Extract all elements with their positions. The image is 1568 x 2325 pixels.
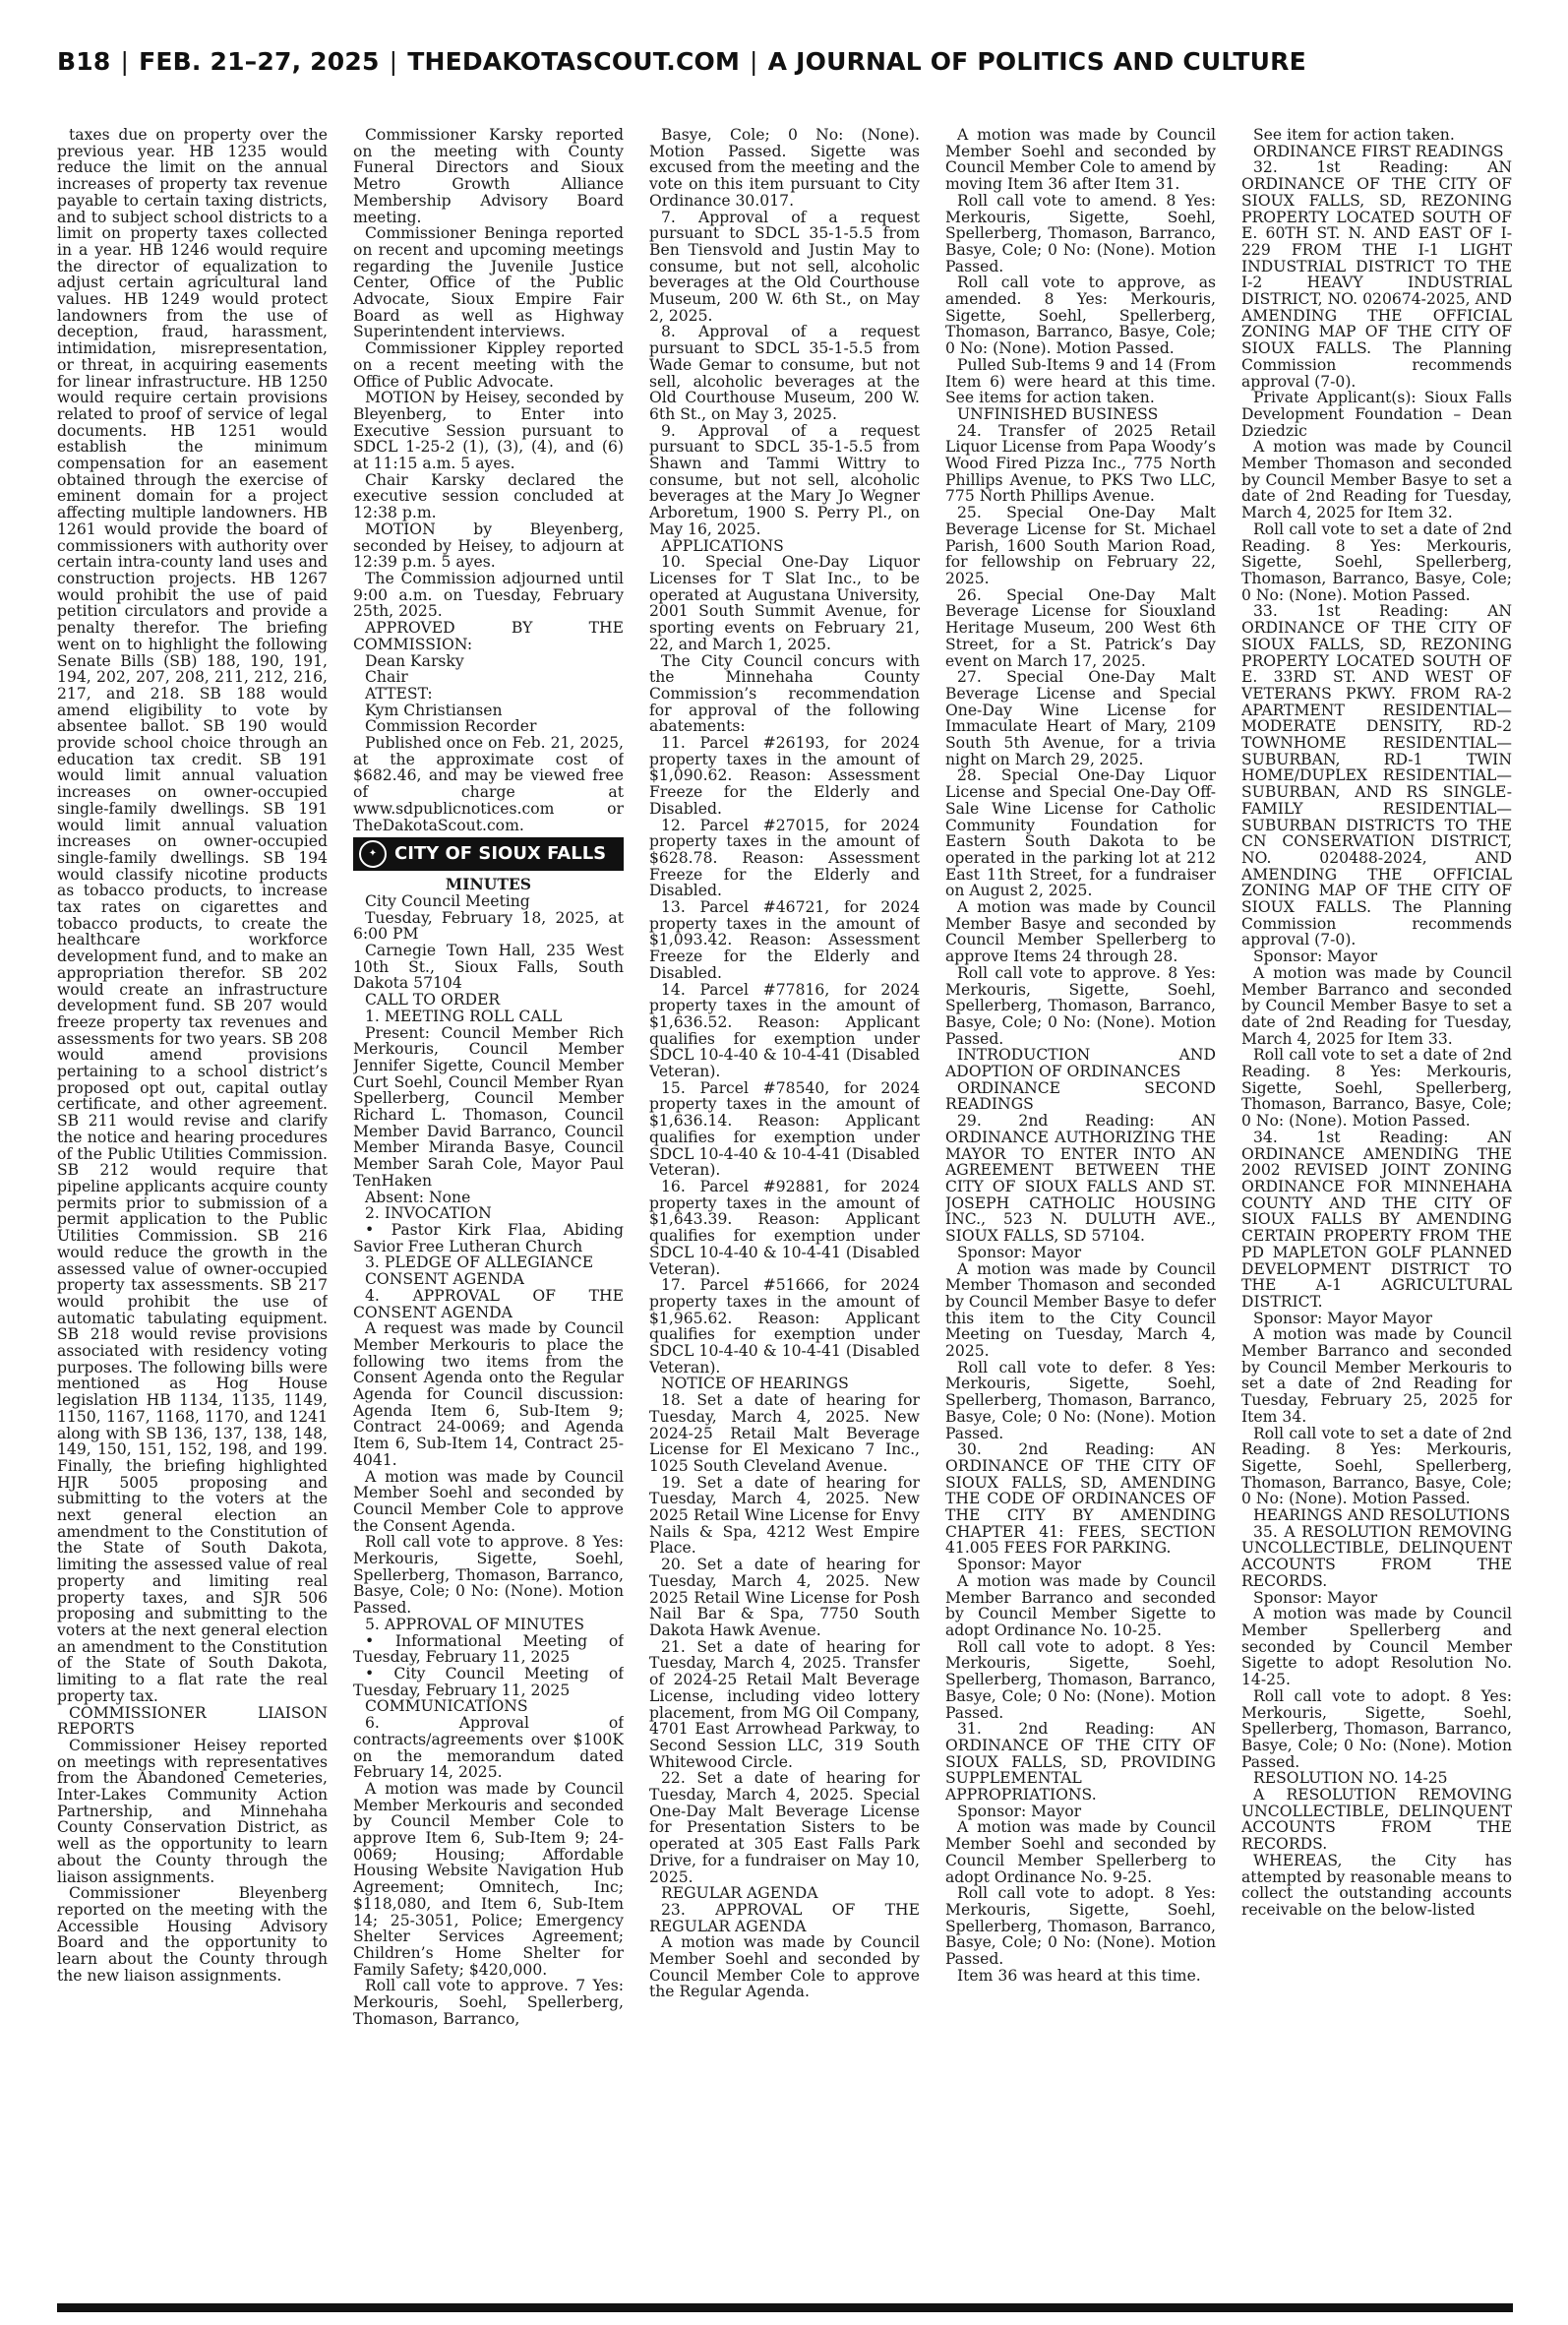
paragraph: 26. Special One-Day Malt Beverage License for Siouxland Heritage Museum, 200 West 6th Street, for a St. Patrick’s Day event on March 17, 2025. (945, 585, 1216, 670)
paragraph: INTRODUCTION AND ADOPTION OF ORDINANCES (945, 1046, 1216, 1081)
city-minutes-start (353, 893, 624, 2028)
city-seal-icon: ✦ (359, 840, 387, 868)
paragraph: 31. 2nd Reading: AN ORDINANCE OF THE CITY OF SIOUX FALLS, SD, PROVIDING SUPPLEMENTAL APPROPRIATIONS. (945, 1720, 1216, 1805)
paragraph: See item for action taken. (1253, 127, 1455, 144)
paragraph: A motion was made by Council Member Soehl and seconded by Council Member Cole to approve the Regular Agenda. (649, 1933, 920, 2001)
column-3 (649, 127, 920, 2299)
paragraph: Carnegie Town Hall, 235 West 10th St., Sioux Falls, South Dakota 57104 (353, 942, 624, 993)
paragraph: Roll call vote to approve. 8 Yes: Merkouris, Sigette, Soehl, Spellerberg, Thomason, Barranco, Basye, Cole; 0 No: (None). Motion Passed. (945, 963, 1216, 1048)
article-columns (57, 127, 1513, 2299)
paragraph: APPROVED BY THE COMMISSION: (353, 619, 624, 653)
paragraph: A motion was made by Council Member Soehl and seconded by Council Member Cole to approve the Consent Agenda. (353, 1467, 624, 1535)
paragraph: taxes due on property over the previous year. HB 1235 would reduce the limit on the annual increases of property tax revenue payable to certain taxing districts, and to subject school districts to a limit on property taxes collected in a year. HB 1246 would require the director of equalization to adjust certain agricultural land values. HB 1249 would protect landowners from the use of deception, fraud, harassment, intimidation, misrepresentation, or threat, in acquiring easements for linear infrastructure. HB 1250 would require certain provisions related to proof of service of legal documents. HB 1251 would establish the minimum compensation for an easement obtained through the exercise of eminent domain for a project affecting multiple landowners. HB 1261 would provide the board of commissioners with authority over certain intra-county land uses and construction projects. HB 1267 would prohibit the use of paid petition circulators and provide a penalty therefor. The briefing went on to highlight the following Senate Bills (SB) 188, 190, 191, 194, 202, 207, 208, 211, 212, 216, 217, and 218. SB 188 would amend eligibility to vote by absentee ballot. SB 190 would provide school choice through an education tax credit. SB 191 would limit annual valuation increases on owner-occupied single-family dwellings. SB 191 would limit annual valuation increases on owner-occupied single-family dwellings. SB 194 would classify nicotine products as tobacco products, to increase tax rates on cigarettes and tobacco products, to create the healthcare workforce development fund, and to make an appropriation therefor. SB 202 would create an infrastructure development fund. SB 207 would freeze property tax revenues and assessments for two years. SB 208 would amend provisions pertaining to a school district’s proposed opt out, capital outlay certificate, and other agreement. SB 211 would revise and clarify the notice and hearing procedures of the Public Utilities Commission. SB 212 would require that pipeline applicants acquire county permits prior to submission of a permit application to the Public Utilities Commission. SB 216 would reduce the growth in the assessed value of owner-occupied property tax assessments. SB 217 would prohibit the use of automatic tabulating equipment. SB 218 would revise provisions associated with residency voting purposes. The following bills were mentioned as Hog House legislation HB 1134, 1135, 1149, 1150, 1167, 1168, 1170, and 1241 along with SB 136, 137, 138, 148, 149, 150, 151, 152, 198, and 199. Finally, the briefing highlighted HJR 5005 proposing and submitting to the voters at the next general election an amendment to the Constitution of the State of South Dakota, limiting the assessed value of real property and limiting real property taxes, and SJR 506 proposing and submitting to the voters at the next general election an amendment to the Constitution of the State of South Dakota, limiting to a flat rate the real property tax. (57, 127, 328, 1705)
paragraph: • Informational Meeting of Tuesday, February 11, 2025 (353, 1631, 624, 1667)
paragraph: Roll call vote to approve. 8 Yes: Merkouris, Sigette, Soehl, Spellerberg, Thomason, Barranco, Basye, Cole; 0 No: (None). Motion Passed. (353, 1533, 624, 1618)
paragraph: 5. APPROVAL OF MINUTES (365, 1615, 585, 1633)
column-5 (1241, 127, 1512, 2299)
paragraph: A motion was made by Council Member Barranco and seconded by Council Member Merkouris to set a date of 2nd Reading for Tuesday, February 25, 2025 for Item 34. (1241, 1325, 1512, 1426)
page-number: B18 (57, 47, 111, 76)
paragraph: A motion was made by Council Member Spellerberg and seconded by Council Member Sigette to adopt Resolution No. 14-25. (1241, 1605, 1512, 1689)
paragraph: Present: Council Member Rich Merkouris, Council Member Jennifer Sigette, Council Member Curt Soehl, Council Member Ryan Spellerberg, Council Member Richard L. Thomason, Council Member David Barranco, Council Member Miranda Basye, Council Member Sarah Cole, Mayor Paul TenHaken (353, 1023, 624, 1190)
paragraph: 13. Parcel #46721, for 2024 property taxes in the amount of $1,093.42. Reason: Assessment Freeze for the Elderly and Disabled. (649, 898, 920, 982)
paragraph: MOTION by Heisey, seconded by Bleyenberg, to Enter into Executive Session pursuant to SDCL 1-25-2 (1), (3), (4), and (6) at 11:15 a.m. 5 ayes. (353, 389, 624, 473)
banner-label: CITY OF SIOUX FALLS (394, 843, 607, 865)
paragraph: UNFINISHED BUSINESS (957, 404, 1159, 423)
paragraph: • Pastor Kirk Flaa, Abiding Savior Free Lutheran Church (353, 1221, 624, 1255)
paragraph: A motion was made by Council Member Barranco and seconded by Council Member Sigette to adopt Ordinance No. 10-25. (945, 1571, 1216, 1639)
issue-date: FEB. 21–27, 2025 (139, 47, 380, 76)
paragraph: Item 36 was heard at this time. (957, 1966, 1201, 1985)
paragraph: 34. 1st Reading: AN ORDINANCE AMENDING THE 2002 REVISED JOINT ZONING ORDINANCE FOR MINNEHAHA COUNTY AND THE CITY OF SIOUX FALLS BY AMENDING CERTAIN PROPERTY FROM THE PD MAPLETON GOLF PLANNED DEVELOPMENT DISTRICT TO THE A-1 AGRICULTURAL DISTRICT. (1241, 1128, 1512, 1311)
paragraph: ATTEST: (365, 684, 433, 703)
paragraph: 29. 2nd Reading: AN ORDINANCE AUTHORIZING THE MAYOR TO ENTER INTO AN AGREEMENT BETWEEN THE CITY OF SIOUX FALLS AND ST. JOSEPH CATHOLIC HOUSING INC., 523 N. DULUTH AVE., SIOUX FALLS, SD 57104. (945, 1112, 1216, 1246)
paragraph: Commissioner Karsky reported on the meeting with County Funeral Directors and Sioux Metro Growth Alliance Membership Advisory Board meeting. (353, 127, 624, 226)
paragraph: Tuesday, February 18, 2025, at 6:00 PM (353, 908, 624, 944)
paragraph: Roll call vote to defer. 8 Yes: Merkouris, Sigette, Soehl, Spellerberg, Thomason, Barranco, Basye, Cole; 0 No: (None). Motion Passed. (945, 1358, 1216, 1442)
paragraph: NOTICE OF HEARINGS (661, 1375, 849, 1393)
paragraph: APPLICATIONS (661, 536, 784, 555)
paragraph: Dean Karsky (365, 651, 464, 670)
page-header (57, 47, 1513, 87)
paragraph: 32. 1st Reading: AN ORDINANCE OF THE CITY OF SIOUX FALLS, SD, REZONING PROPERTY LOCATED SOUTH OF E. 60TH ST. N. AND EAST OF I-229 FROM THE I-1 LIGHT INDUSTRIAL DISTRICT TO THE I-2 HEAVY INDUSTRIAL DISTRICT, NO. 020674-2025, AND AMENDING THE OFFICIAL ZONING MAP OF THE CITY OF SIOUX FALLS. The Planning Commission recommends approval (7-0). (1241, 158, 1512, 391)
paragraph: Roll call vote to approve, as amended. 8 Yes: Merkouris, Sigette, Soehl, Spellerberg, Thomason, Barranco, Basye, Cole; 0 No: (None). Motion Passed. (945, 274, 1216, 358)
paragraph: COMMISSIONER LIAISON REPORTS (57, 1703, 328, 1739)
paragraph: HEARINGS AND RESOLUTIONS (1253, 1506, 1511, 1525)
paragraph: 20. Set a date of hearing for Tuesday, March 4, 2025. New 2025 Retail Wine License for Posh Nail Bar & Spa, 7750 South Dakota Hawk Avenue. (649, 1556, 920, 1639)
paragraph: CALL TO ORDER (365, 991, 501, 1010)
paragraph: RESOLUTION NO. 14-25 (1253, 1769, 1448, 1788)
tagline: A JOURNAL OF POLITICS AND CULTURE (767, 47, 1306, 76)
paragraph: 11. Parcel #26193, for 2024 property taxes in the amount of $1,090.62. Reason: Assessment Freeze for the Elderly and Disabled. (649, 734, 920, 818)
site-link[interactable]: THEDAKOTASCOUT.COM (407, 47, 741, 76)
paragraph: Commissioner Beninga reported on recent and upcoming meetings regarding the Juvenile Justice Center, Office of the Public Advocate, Sioux Empire Fair Board as well as Highway Superintendent interviews. (353, 224, 624, 341)
paragraph: 15. Parcel #78540, for 2024 property taxes in the amount of $1,636.14. Reason: Applicant qualifies for exemption under SDCL 10-4-40 & 10-4-41 (Disabled Veteran). (649, 1078, 920, 1180)
paragraph: Published once on Feb. 21, 2025, at the approximate cost of $682.46, and may be viewed free of charge at www.sdpublicnotices.com or TheDakotaScout.com. (353, 734, 624, 834)
paragraph: 33. 1st Reading: AN ORDINANCE OF THE CITY OF SIOUX FALLS, SD, REZONING PROPERTY LOCATED SOUTH OF E. 33RD ST. AND WEST OF VETERANS PKWY. FROM RA-2 APARTMENT RESIDENTIAL—MODERATE DENSITY, RD-2 TOWNHOME RESIDENTIAL—SUBURBAN, RD-1 TWIN HOME/DUPLEX RESIDENTIAL—SUBURBAN, AND RS SINGLE-FAMILY RESIDENTIAL—SUBURBAN DISTRICTS TO THE CN CONSERVATION DISTRICT, NO. 020488-2024, AND AMENDING THE OFFICIAL ZONING MAP OF THE CITY OF SIOUX FALLS. The Planning Commission recommends approval (7-0). (1241, 602, 1512, 949)
paragraph: City Council Meeting (365, 891, 530, 910)
header-separator: | (389, 47, 398, 76)
paragraph: Chair Karsky declared the executive session concluded at 12:38 p.m. (353, 470, 624, 522)
paragraph: 17. Parcel #51666, for 2024 property taxes in the amount of $1,965.62. Reason: Applicant qualifies for exemption under SDCL 10-4-40 & 10-4-41 (Disabled Veteran). (649, 1276, 920, 1377)
paragraph: CONSENT AGENDA (365, 1270, 524, 1289)
paragraph: Roll call vote to set a date of 2nd Reading. 8 Yes: Merkouris, Sigette, Soehl, Spellerberg, Thomason, Barranco, Basye, Cole; 0 No: (None). Motion Passed. (1241, 1424, 1512, 1508)
paragraph: REGULAR AGENDA (661, 1884, 818, 1903)
paragraph: ORDINANCE FIRST READINGS (1253, 142, 1504, 160)
paragraph: 2. INVOCATION (365, 1204, 492, 1223)
paragraph: Sponsor: Mayor (957, 1802, 1082, 1820)
paragraph: 23. APPROVAL OF THE REGULAR AGENDA (649, 1900, 920, 1935)
paragraph: 30. 2nd Reading: AN ORDINANCE OF THE CITY OF SIOUX FALLS, SD, AMENDING THE CODE OF ORDINANCES OF THE CITY BY AMENDING CHAPTER 41: FEES, SECTION 41.005 FEES FOR PARKING. (945, 1440, 1216, 1558)
paragraph: 16. Parcel #92881, for 2024 property taxes in the amount of $1,643.39. Reason: Applicant qualifies for exemption under SDCL 10-4-40 & 10-4-41 (Disabled Veteran). (649, 1178, 920, 1278)
paragraph: The Commission adjourned until 9:00 a.m. on Tuesday, February 25th, 2025. (353, 569, 624, 621)
paragraph: 12. Parcel #27015, for 2024 property taxes in the amount of $628.78. Reason: Assessment Freeze for the Elderly and Disabled. (649, 816, 920, 900)
paragraph: A motion was made by Council Member Soehl and seconded by Council Member Cole to amend by moving Item 36 after Item 31. (945, 127, 1216, 194)
paragraph: Sponsor: Mayor (1253, 1588, 1378, 1607)
paragraph: Roll call vote to set a date of 2nd Reading. 8 Yes: Merkouris, Sigette, Soehl, Spellerberg, Thomason, Barranco, Basye, Cole; 0 No: (None). Motion Passed. (1241, 1046, 1512, 1131)
city-of-sioux-falls-banner (353, 837, 624, 871)
paragraph: Roll call vote to adopt. 8 Yes: Merkouris, Sigette, Soehl, Spellerberg, Thomason, Barranco, Basye, Cole; 0 No: (None). Motion Passed. (945, 1884, 1216, 1969)
paragraph: 28. Special One-Day Liquor License and Special One-Day Off-Sale Wine License for Catholic Community Foundation for Eastern South Dakota to be operated in the parking lot at 212 East 11th Street, for a fundraiser on August 2, 2025. (945, 766, 1216, 900)
paragraph: Sponsor: Mayor (957, 1556, 1082, 1574)
paragraph: • City Council Meeting of Tuesday, February 11, 2025 (353, 1664, 624, 1699)
paragraph: Sponsor: Mayor (957, 1243, 1082, 1261)
paragraph: 27. Special One-Day Malt Beverage License and Special One-Day Wine License for Immaculate Heart of Mary, 2109 South 5th Avenue, for a trivia night on March 29, 2025. (945, 668, 1216, 768)
paragraph: Commission Recorder (365, 717, 537, 736)
minutes-heading: MINUTES (445, 875, 532, 894)
paragraph: 18. Set a date of hearing for Tuesday, March 4, 2025. New 2024-25 Retail Malt Beverage License for El Mexicano 7 Inc., 1025 South Cleveland Avenue. (649, 1391, 920, 1475)
column-1 (57, 127, 328, 2299)
paragraph: Commissioner Bleyenberg reported on the meeting with the Accessible Housing Advisory Board and the opportunity to learn about the County through the new liaison assignments. (57, 1884, 328, 1985)
paragraph: 10. Special One-Day Liquor Licenses for T Slat Inc., to be operated at Augustana University, 2001 South Summit Avenue, for sporting events on February 21, 22, and March 1, 2025. (649, 553, 920, 653)
paragraph: A RESOLUTION REMOVING UNCOLLECTIBLE, DELINQUENT ACCOUNTS FROM THE RECORDS. (1241, 1786, 1512, 1854)
paragraph: COMMUNICATIONS (365, 1697, 528, 1716)
paragraph: A motion was made by Council Member Merkouris and seconded by Council Member Cole to approve Item 6, Sub-Item 9; 24-0069; Housing; Affordable Housing Website Navigation Hub Agreement; Omnitech, Inc; $118,080, and Item 6, Sub-Item 14; 25-3051, Police; Emergency Shelter Services Agreement; Children’s Home Shelter for Family Safety; $420,000. (353, 1779, 624, 1979)
paragraph: 19. Set a date of hearing for Tuesday, March 4, 2025. New 2025 Retail Wine License for Envy Nails & Spa, 4212 West Empire Place. (649, 1473, 920, 1558)
paragraph: Chair (365, 668, 408, 687)
paragraph: 3. PLEDGE OF ALLEGIANCE (365, 1254, 594, 1272)
county-minutes-end (353, 127, 624, 833)
column-4 (945, 127, 1216, 2299)
paragraph: A motion was made by Council Member Barranco and seconded by Council Member Basye to set a date of 2nd Reading for Tuesday, March 4, 2025 for Item 33. (1241, 963, 1512, 1048)
paragraph: Commissioner Heisey reported on meetings with representatives from the Abandoned Cemeteries, Inter-Lakes Community Action Partnership, and Minnehaha County Conservation District, as well as the opportunity to learn about the County through the liaison assignments. (57, 1736, 328, 1886)
paragraph: Private Applicant(s): Sioux Falls Development Foundation – Dean Dziedzic (1241, 389, 1512, 440)
paragraph: 6. Approval of contracts/agreements over $100K on the memorandum dated February 14, 2025. (353, 1714, 624, 1782)
paragraph: 22. Set a date of hearing for Tuesday, March 4, 2025. Special One-Day Malt Beverage License for Presentation Sisters to be operated at 305 East Falls Park Drive, for a fundraiser on May 10, 2025. (649, 1769, 920, 1886)
paragraph: Sponsor: Mayor Mayor (1253, 1309, 1432, 1327)
paragraph: A motion was made by Council Member Thomason and seconded by Council Member Basye to set a date of 2nd Reading for Tuesday, March 4, 2025 for Item 32. (1241, 438, 1512, 522)
paragraph: Sponsor: Mayor (1253, 948, 1378, 966)
paragraph: 35. A RESOLUTION REMOVING UNCOLLECTIBLE, DELINQUENT ACCOUNTS FROM THE RECORDS. (1241, 1522, 1512, 1590)
paragraph: Roll call vote to amend. 8 Yes: Merkouris, Sigette, Soehl, Spellerberg, Thomason, Barranco, Basye, Cole; 0 No: (None). Motion Passed. (945, 191, 1216, 275)
paragraph: 25. Special One-Day Malt Beverage License for St. Michael Parish, 1600 South Marion Road, for fellowship on February 22, 2025. (945, 504, 1216, 587)
paragraph: A motion was made by Council Member Soehl and seconded by Council Member Spellerberg to adopt Ordinance No. 9-25. (945, 1818, 1216, 1886)
bottom-rule (57, 2303, 1513, 2312)
paragraph: A motion was made by Council Member Thomason and seconded by Council Member Basye to defer this item to the City Council Meeting on Tuesday, March 4, 2025. (945, 1259, 1216, 1361)
paragraph: ORDINANCE SECOND READINGS (945, 1078, 1216, 1114)
paragraph: 8. Approval of a request pursuant to SDCL 35-1-5.5 from Wade Gemar to consume, but not sell, alcoholic beverages at the Old Courthouse Museum, 200 W. 6th St., on May 3, 2025. (649, 323, 920, 423)
paragraph: Kym Christiansen (365, 701, 503, 719)
paragraph: 24. Transfer of 2025 Retail Liquor License from Papa Woody’s Wood Fired Pizza Inc., 775 North Phillips Avenue, to PKS Two LLC, 775 North Phillips Avenue. (945, 421, 1216, 506)
paragraph: Roll call vote to approve. 7 Yes: Merkouris, Soehl, Spellerberg, Thomason, Barranco, (353, 1977, 624, 2028)
paragraph: 7. Approval of a request pursuant to SDCL 35-1-5.5 from Ben Tiensvold and Justin May to consume, but not sell, alcoholic beverages at the Old Courthouse Museum, 200 W. 6th St., on May 2, 2025. (649, 208, 920, 325)
paragraph: Basye, Cole; 0 No: (None). Motion Passed. Sigette was excused from the meeting and the vote on this item pursuant to City Ordinance 30.017. (649, 127, 920, 210)
paragraph: 14. Parcel #77816, for 2024 property taxes in the amount of $1,636.52. Reason: Applicant qualifies for exemption under SDCL 10-4-40 & 10-4-41 (Disabled Veteran). (649, 980, 920, 1081)
header-separator: | (120, 47, 130, 76)
paragraph: WHEREAS, the City has attempted by reasonable means to collect the outstanding accounts receivable on the below-listed (1241, 1851, 1512, 1919)
paragraph: 9. Approval of a request pursuant to SDCL 35-1-5.5 from Shawn and Tammi Wittry to consume, but not sell, alcoholic beverages at the Mary Jo Wegner Arboretum, 1900 S. Perry Pl., on May 16, 2025. (649, 421, 920, 538)
paragraph: Roll call vote to set a date of 2nd Reading. 8 Yes: Merkouris, Sigette, Soehl, Spellerberg, Thomason, Barranco, Basye, Cole; 0 No: (None). Motion Passed. (1241, 520, 1512, 604)
paragraph: Roll call vote to adopt. 8 Yes: Merkouris, Sigette, Soehl, Spellerberg, Thomason, Barranco, Basye, Cole; 0 No: (None). Motion Passed. (1241, 1686, 1512, 1771)
paragraph: 21. Set a date of hearing for Tuesday, March 4, 2025. Transfer of 2024-25 Retail Malt Beverage License, including video lottery placement, from MG Oil Company, 4701 East Arrowhead Parkway, to Second Session LLC, 319 South Whitewood Circle. (649, 1637, 920, 1771)
paragraph: 4. APPROVAL OF THE CONSENT AGENDA (353, 1286, 624, 1321)
paragraph: MOTION by Bleyenberg, seconded by Heisey, to adjourn at 12:39 p.m. 5 ayes. (353, 520, 624, 572)
paragraph: A motion was made by Council Member Basye and seconded by Council Member Spellerberg to approve Items 24 through 28. (945, 898, 1216, 966)
paragraph: The City Council concurs with the Minnehaha County Commission’s recommendation for approval of the following abatements: (649, 651, 920, 736)
paragraph: Pulled Sub-Items 9 and 14 (From Item 6) were heard at this time. See items for action taken. (945, 355, 1216, 407)
paragraph: 1. MEETING ROLL CALL (365, 1007, 563, 1025)
paragraph: Roll call vote to adopt. 8 Yes: Merkouris, Sigette, Soehl, Spellerberg, Thomason, Barranco, Basye, Cole; 0 No: (None). Motion Passed. (945, 1637, 1216, 1722)
paragraph: Commissioner Kippley reported on a recent meeting with the Office of Public Advocate. (353, 339, 624, 391)
paragraph: Absent: None (365, 1188, 471, 1206)
paragraph: A request was made by Council Member Merkouris to place the following two items from the Consent Agenda onto the Regular Agenda for Council discussion: Agenda Item 6, Sub-Item 9; Contract 24-0069; and Agenda Item 6, Sub-Item 14, Contract 25-4041. (353, 1319, 624, 1469)
header-separator: | (750, 47, 758, 76)
column-2 (353, 127, 624, 2299)
